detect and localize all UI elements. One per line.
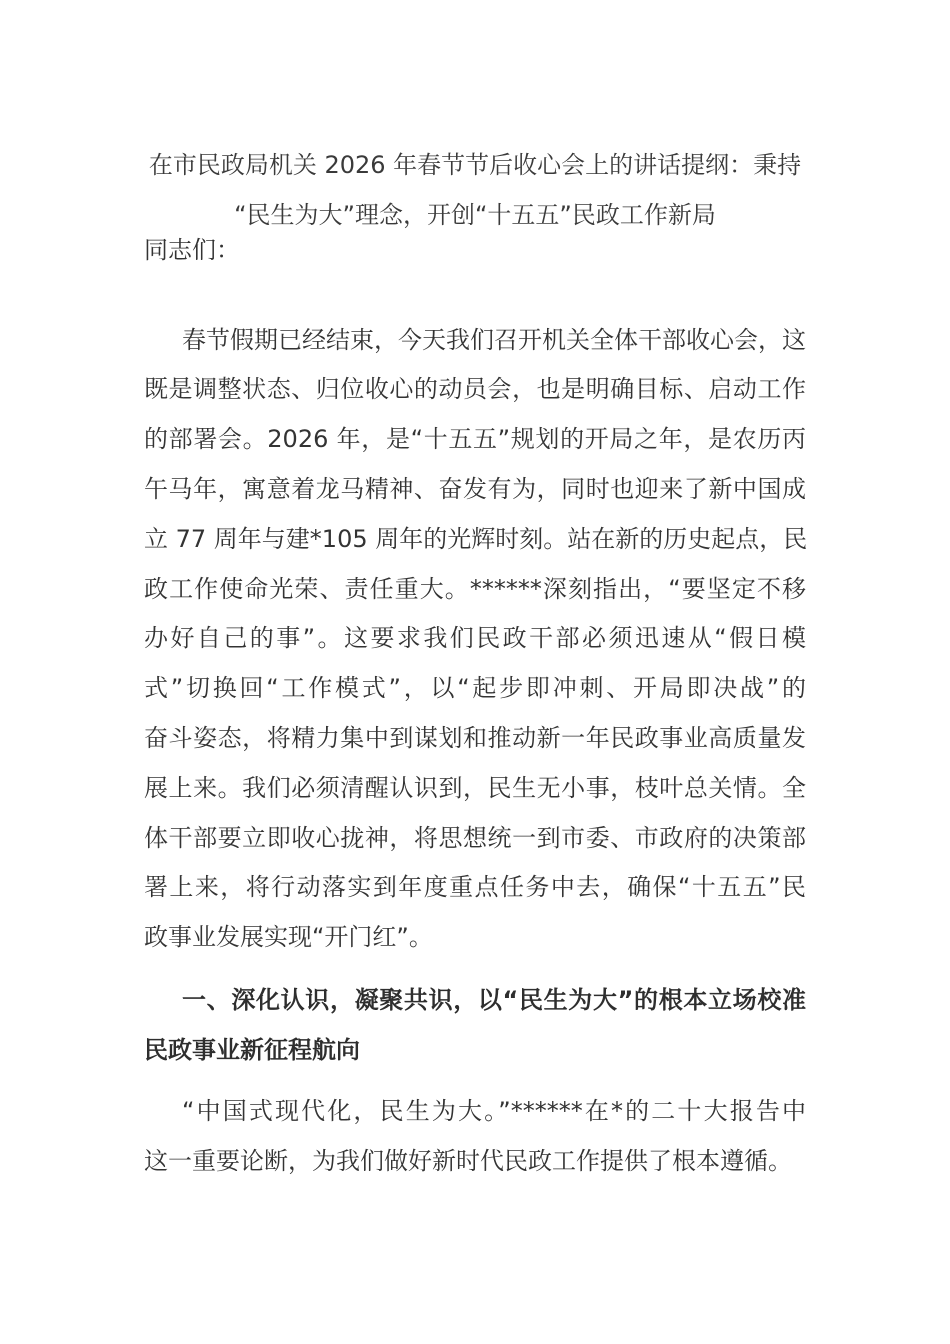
paragraph-1-line: 午马年，寓意着龙马精神、奋发有为，同时也迎来了新中国成: [144, 475, 806, 503]
section-1-heading-line-1: 一、深化认识，凝聚共识，以“民生为大”的根本立场校准: [182, 986, 806, 1014]
paragraph-1-line: 立 77 周年与建*105 周年的光辉时刻。站在新的历史起点，民: [144, 525, 808, 553]
paragraph-2-line: “中国式现代化，民生为大。”******在*的二十大报告中: [182, 1097, 806, 1125]
paragraph-1-line: 奋斗姿态，将精力集中到谋划和推动新一年民政事业高质量发: [144, 724, 806, 752]
paragraph-1-line: 署上来，将行动落实到年度重点任务中去，确保“十五五”民: [144, 873, 806, 901]
document-title-line-1: 在市民政局机关 2026 年春节节后收心会上的讲话提纲：秉持: [148, 151, 802, 179]
salutation: 同志们：: [144, 236, 240, 264]
paragraph-1-line: 的部署会。2026 年，是“十五五”规划的开局之年，是农历丙: [144, 425, 806, 453]
paragraph-1-line: 春节假期已经结束，今天我们召开机关全体干部收心会，这: [182, 326, 806, 354]
paragraph-1-line: 政事业发展实现“开门红”。: [144, 923, 433, 951]
paragraph-1-line: 展上来。我们必须清醒认识到，民生无小事，枝叶总关情。全: [144, 774, 806, 802]
section-1-heading-line-2: 民政事业新征程航向: [144, 1036, 360, 1064]
paragraph-2-line: 这一重要论断，为我们做好新时代民政工作提供了根本遵循。: [144, 1147, 792, 1175]
paragraph-1-line: 既是调整状态、归位收心的动员会，也是明确目标、启动工作: [144, 375, 806, 403]
paragraph-1-line: 式”切换回“工作模式”，以“起步即冲刺、开局即决战”的: [144, 674, 806, 702]
paragraph-1-line: 办好自己的事”。这要求我们民政干部必须迅速从“假日模: [144, 624, 806, 652]
paragraph-1-line: 政工作使命光荣、责任重大。******深刻指出，“要坚定不移: [144, 575, 806, 603]
document-title-line-2: “民生为大”理念，开创“十五五”民政工作新局: [234, 201, 716, 229]
paragraph-1-line: 体干部要立即收心拢神，将思想统一到市委、市政府的决策部: [144, 824, 806, 852]
